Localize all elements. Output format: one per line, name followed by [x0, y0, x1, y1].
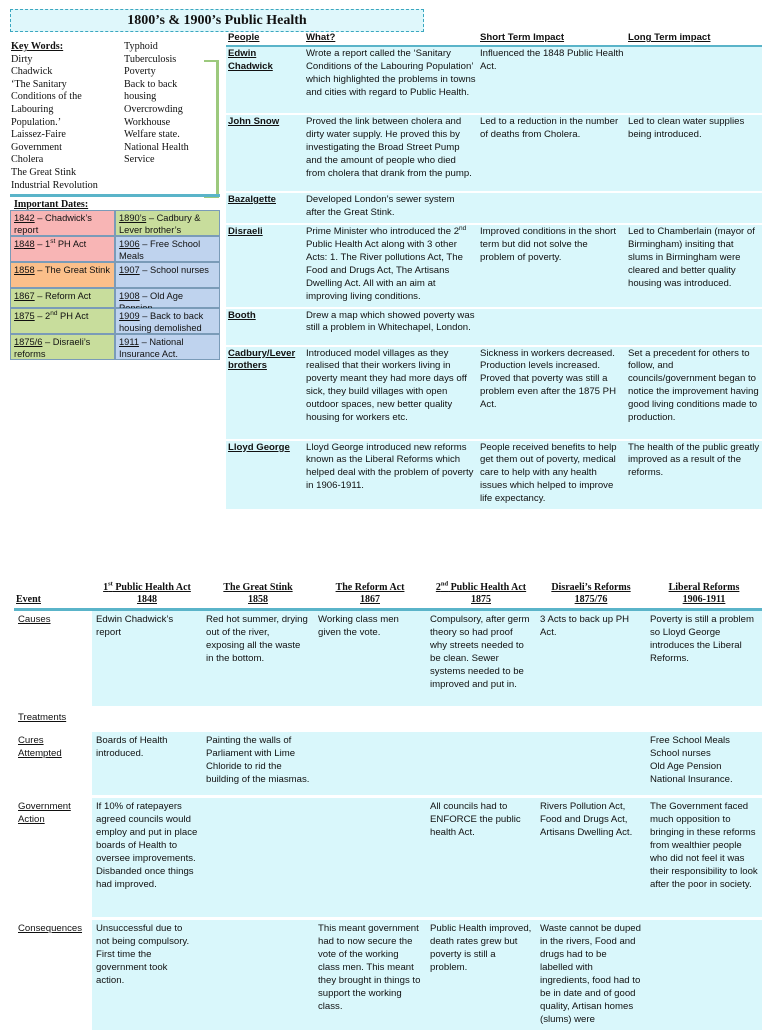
key-word: Typhoid — [124, 41, 158, 52]
people-header: What? — [304, 32, 478, 46]
col-text: The Great Stink — [223, 582, 293, 593]
col-text: Public Health Act 1848 — [112, 582, 191, 605]
key-words-bracket — [204, 60, 219, 198]
event-column-header — [202, 566, 314, 610]
date-cell — [115, 308, 220, 334]
col-year: 1875/76 — [574, 594, 608, 605]
event-column-header — [426, 566, 536, 610]
person-name: Edwin Chadwick — [226, 46, 304, 114]
event-cell-line: If 10% of ratepayers agreed councils would employ and put in place boards of Health to oversee improvements. Disbanded once things had improved. — [96, 800, 198, 890]
date-year: 1842 — [14, 213, 35, 223]
event-cell-line: Rivers Pollution Act, Food and Drugs Act, Artisans Dwelling Act. — [540, 800, 633, 838]
event-cell-line: Working class men given the vote. — [318, 614, 399, 638]
event-cell — [202, 918, 314, 1032]
date-text: – Reform Act — [34, 291, 92, 301]
person-what: Lloyd George introduced new reforms known as the Liberal Reforms which helped deal with the problem of poverty in 1906-1911. — [304, 440, 478, 511]
key-word: National Health — [124, 141, 189, 153]
event-cell — [314, 796, 426, 918]
key-word: ‘The Sanitary — [11, 78, 67, 90]
event-cell — [426, 918, 536, 1032]
what-text: Prime Minister who introduced the 2 — [306, 225, 460, 237]
col-year: 1875 — [471, 594, 491, 605]
key-word: Back to back — [124, 78, 178, 90]
key-words-col1 — [11, 41, 121, 192]
person-name: Disraeli — [226, 224, 304, 308]
event-row-label: Cures Attempted — [14, 730, 92, 796]
key-word: Laissez-Faire — [11, 129, 66, 141]
event-cell-line: Old Age Pension — [650, 760, 722, 772]
date-year: 1858 — [14, 265, 35, 275]
col-year: 1867 — [360, 594, 380, 605]
people-row — [226, 440, 762, 511]
date-cell — [10, 236, 115, 262]
dates-row — [10, 334, 220, 360]
person-what: Wrote a report called the ‘Sanitary Conditions of the Labouring Population’ which highlighted the problems in towns and cities with regard to Public Health. — [304, 46, 478, 114]
date-text: – Disraeli’s reforms — [14, 337, 91, 359]
event-cell — [314, 918, 426, 1032]
person-name: Cadbury/Lever brothers — [226, 346, 304, 440]
person-long: The health of the public greatly improved as a result of the reforms. — [626, 440, 762, 511]
key-word: Population.’ — [11, 116, 62, 128]
key-word: Workhouse — [124, 116, 171, 128]
event-cell-line: Boards of Health introduced. — [96, 734, 168, 759]
event-cell — [92, 918, 202, 1032]
date-text: – 2 — [34, 311, 51, 321]
date-year: 1875 — [14, 311, 35, 321]
key-word: Labouring — [11, 103, 54, 115]
event-header: Event — [14, 566, 92, 610]
date-text: – Free School Meals — [119, 239, 201, 261]
event-cell — [202, 730, 314, 796]
date-cell — [115, 334, 220, 360]
key-words-heading: Key Words: — [11, 41, 64, 52]
date-year: 1875/6 — [14, 337, 43, 347]
date-year: 1890’s — [119, 213, 147, 223]
person-long: Led to Chamberlain (mayor of Birmingham) insiting that slums in Birmingham were cleared and better quality housing was introduced. — [626, 224, 762, 308]
event-cell — [92, 796, 202, 918]
event-cell-line: Waste cannot be duped in the rivers, Food and drugs had to be labelled with ingredients, food had to be in date and of good quality, Artisan homes (slums) were — [540, 922, 641, 1025]
col-year: 1858 — [248, 594, 268, 605]
person-name: Lloyd George — [226, 440, 304, 511]
event-cell — [646, 918, 762, 1032]
person-what: Introduced model villages as they realised that their workers living in poverty meant they had more days off sick, they build villages with open outdoor spaces, new better quality housing for workers etc. — [304, 346, 478, 440]
col-sup: st — [108, 580, 113, 588]
event-cell — [426, 610, 536, 708]
person-long: Set a precedent for others to follow, and councils/government began to notice the improvement having good living conditions made to production. — [626, 346, 762, 440]
person-name: John Snow — [226, 114, 304, 192]
event-row-label: Causes — [14, 610, 92, 708]
date-cell — [10, 308, 115, 334]
person-short: Led to a reduction in the number of deaths from Cholera. — [478, 114, 626, 192]
date-cell — [115, 288, 220, 308]
event-cell — [202, 708, 314, 731]
key-word: Government — [11, 141, 62, 153]
page-title: 1800’s & 1900’s Public Health — [10, 9, 424, 32]
event-column-header — [646, 566, 762, 610]
person-name: Booth — [226, 308, 304, 346]
people-header: Short Term Impact — [478, 32, 626, 46]
event-column-header — [314, 566, 426, 610]
event-row — [14, 708, 762, 731]
event-cell — [314, 610, 426, 708]
date-year: 1908 — [119, 291, 140, 301]
event-row — [14, 610, 762, 708]
people-table — [226, 32, 762, 511]
person-long — [626, 192, 762, 224]
key-word: The Great Stink — [11, 166, 77, 178]
date-text: – The Great Stink — [34, 265, 110, 275]
date-cell — [10, 262, 115, 288]
date-year: 1909 — [119, 311, 140, 321]
date-year: 1867 — [14, 291, 35, 301]
event-cell — [426, 796, 536, 918]
col-sup: nd — [440, 580, 449, 588]
dates-row — [10, 236, 220, 262]
key-word: housing — [124, 91, 157, 103]
event-cell-line: The Government faced much opposition to bringing in these reforms from wealthier people who did not feel it was their responsibility to look after the poor in society. — [650, 800, 758, 890]
date-text: PH Act — [55, 239, 87, 249]
event-cell — [646, 796, 762, 918]
person-name: Bazalgette — [226, 192, 304, 224]
event-column-header — [92, 566, 202, 610]
event-cell-line: Public Health improved, death rates grew but poverty is still a problem. — [430, 922, 532, 973]
person-what: Developed London’s sewer system after the Great Stink. — [304, 192, 478, 224]
col-text: Public Health Act — [448, 582, 527, 593]
person-what: Proved the link between cholera and dirty water supply. He proved this by investigating the Broad Street Pump and the amount of people who died from cholera that drank from the pump. — [304, 114, 478, 192]
event-cell — [92, 708, 202, 731]
event-cell-line: Compulsory, after germ theory so had proof why streets needed to be clean. Sewer systems needed to be improved and put in. — [430, 614, 530, 690]
date-cell — [115, 210, 220, 236]
col-text: 1 — [103, 582, 109, 593]
people-row — [226, 192, 762, 224]
event-row-label: Government Action — [14, 796, 92, 918]
event-cell — [646, 708, 762, 731]
person-long: Led to clean water supplies being introduced. — [626, 114, 762, 192]
date-text: – Cadbury & Lever brother’s — [119, 213, 201, 235]
event-cell-line: 3 Acts to back up PH Act. — [540, 614, 630, 638]
key-words-divider — [10, 194, 220, 197]
important-dates-box — [10, 198, 220, 360]
key-word: Conditions of the — [11, 91, 82, 103]
col-year: 1906-1911 — [682, 594, 726, 605]
date-sup: st — [50, 237, 56, 245]
what-sup: nd — [459, 224, 467, 232]
person-short — [478, 192, 626, 224]
event-cell — [536, 730, 646, 796]
key-word: Industrial Revolution — [11, 179, 98, 191]
person-what: Drew a map which showed poverty was still a problem in Whitechapel, London. — [304, 308, 478, 346]
event-cell — [202, 610, 314, 708]
event-row — [14, 796, 762, 918]
event-row — [14, 918, 762, 1032]
date-text: – National Insurance Act. — [119, 337, 184, 359]
date-text: – School nurses — [139, 265, 209, 275]
key-word: Service — [124, 154, 155, 166]
date-cell — [10, 288, 115, 308]
date-text: PH Act — [57, 311, 89, 321]
col-text: The Reform Act — [335, 582, 405, 593]
key-word: Tuberculosis — [124, 53, 177, 65]
event-cell — [536, 918, 646, 1032]
date-sup: nd — [50, 309, 58, 317]
date-year: 1911 — [119, 337, 139, 347]
date-year: 1906 — [119, 239, 140, 249]
person-short: People received benefits to help get them out of poverty, medical care to help with any health issues which helped to improve life expectancy. — [478, 440, 626, 511]
date-cell — [115, 262, 220, 288]
event-cell — [536, 796, 646, 918]
event-cell — [92, 610, 202, 708]
event-cell-line: Free School Meals — [650, 734, 730, 746]
event-cell — [314, 708, 426, 731]
event-row-label: Consequences — [14, 918, 92, 1032]
event-cell — [426, 708, 536, 731]
date-cell — [10, 334, 115, 360]
person-short: Improved conditions in the short term but did not solve the problem of poverty. — [478, 224, 626, 308]
date-year: 1848 — [14, 239, 35, 249]
person-short — [478, 308, 626, 346]
event-cell-line: Red hot summer, drying out of the river, exposing all the waste in the bottom. — [206, 614, 308, 664]
date-text: – 1 — [34, 239, 51, 249]
event-cell — [646, 610, 762, 708]
event-cell-line: Edwin Chadwick’s report — [96, 614, 174, 638]
date-text: – Old Age — [142, 291, 184, 301]
col-text: 2 — [435, 582, 441, 593]
person-long — [626, 308, 762, 346]
people-row — [226, 346, 762, 440]
event-cell — [92, 730, 202, 796]
key-words-col2 — [124, 41, 212, 167]
event-column-header — [536, 566, 646, 610]
key-word: Dirty — [11, 53, 33, 65]
events-table — [14, 566, 762, 1033]
event-cell — [202, 796, 314, 918]
what-text: Public Health Act along with 3 other Acts: 1. The River pollutions Act, The Food and Drugs Act, The Artisans Dwelling Act. All with an aim at improving living conditions. — [306, 238, 463, 302]
people-row — [226, 46, 762, 114]
event-cell — [426, 730, 536, 796]
key-word: Chadwick — [11, 66, 53, 78]
people-header: Long Term impact — [626, 32, 762, 46]
key-word: Welfare state. — [124, 129, 180, 141]
event-cell-line: National Insurance. — [650, 773, 733, 785]
date-text: – Back to back housing demolished — [119, 311, 204, 333]
dates-row — [10, 262, 220, 288]
important-dates-heading: Important Dates: — [10, 198, 220, 210]
col-text: Liberal Reforms — [668, 582, 740, 593]
person-long — [626, 46, 762, 114]
event-cell — [536, 708, 646, 731]
people-header: People — [226, 32, 304, 46]
people-row — [226, 224, 762, 308]
event-cell-line: This meant government had to now secure the vote of the working class men. This meant they brought in things to support the working class. — [318, 922, 421, 1012]
event-cell-line: Unsuccessful due to not being compulsory. First time the government took action. — [96, 922, 190, 986]
person-short: Sickness in workers decreased. Production levels increased. Proved that poverty was still a problem even after the 1875 PH Act. — [478, 346, 626, 440]
date-text: – Chadwick’s report — [14, 213, 92, 235]
key-word: Overcrowding — [124, 103, 183, 115]
event-row-label: Treatments — [14, 708, 92, 731]
people-row — [226, 114, 762, 192]
date-cell — [115, 236, 220, 262]
col-text: Disraeli’s Reforms — [551, 582, 631, 593]
event-cell-line: Painting the walls of Parliament with Lime Chloride to rid the building of the miasmas. — [206, 734, 310, 785]
event-cell — [536, 610, 646, 708]
date-year: 1907 — [119, 265, 140, 275]
dates-row — [10, 288, 220, 308]
people-row — [226, 308, 762, 346]
dates-row — [10, 210, 220, 236]
event-cell — [314, 730, 426, 796]
event-cell-line: All councils had to ENFORCE the public health Act. — [430, 800, 521, 838]
person-short: Influenced the 1848 Public Health Act. — [478, 46, 626, 114]
person-what — [304, 224, 478, 308]
event-cell-line: School nurses — [650, 747, 711, 759]
event-cell — [646, 730, 762, 796]
event-cell-line: Poverty is still a problem so Lloyd George introduces the Liberal Reforms. — [650, 614, 754, 664]
key-word: Cholera — [11, 154, 44, 166]
key-word: Poverty — [124, 66, 156, 78]
dates-row — [10, 308, 220, 334]
date-cell — [10, 210, 115, 236]
event-row — [14, 730, 762, 796]
